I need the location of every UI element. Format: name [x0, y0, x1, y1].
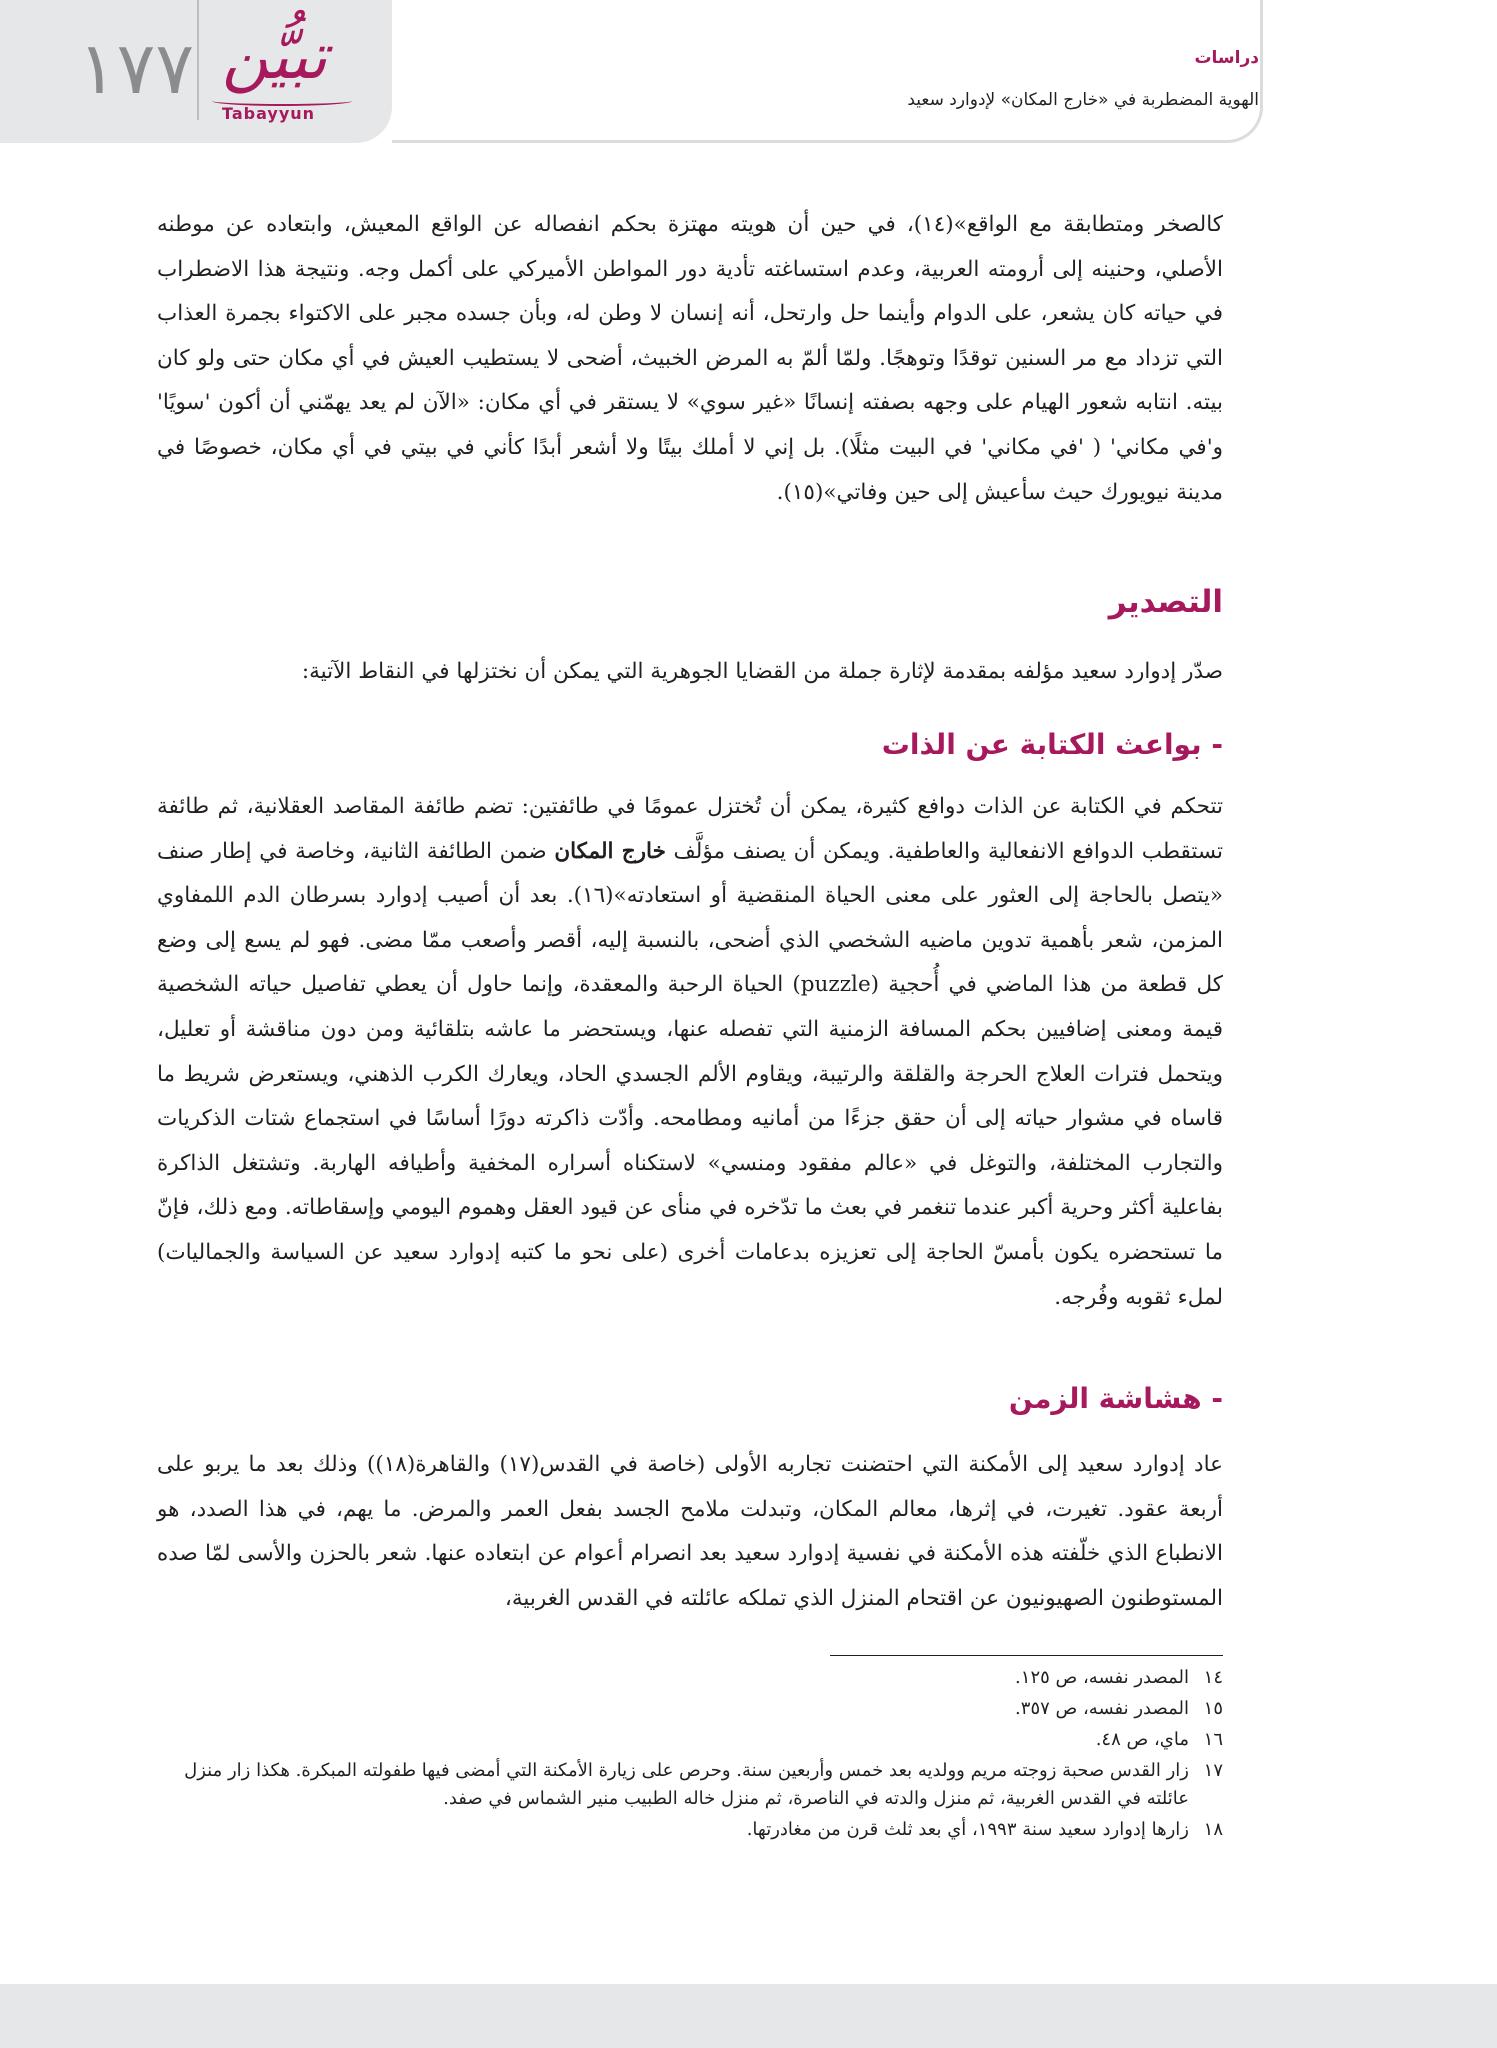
page-number: ١٧٧ [78, 26, 195, 110]
writing-motives-text-b: ضمن الطائفة الثانية، وخاصة في إطار صنف «يتصل بالحاجة إلى العثور على معنى الحياة المنقضية أو استعادته»(١٦). بعد أن أصيب إدوارد بسرطان الدم اللمفاوي المزمن، شعر بأهمية تدوين ماضيه الشخصي الذي أضحى، بالنسبة إليه، أقصر وأصعب ممّا مضى. فهو لم يسع إلى وضع كل قطعة من هذا الماضي في أُحجية (puzzle) الحياة الرحبة والمعقدة، وإنما حاول أن يعطي تفاصيل حياته الشخصية قيمة ومعنى إضافيين بحكم المسافة الزمنية التي تفصله عنها، ويستحضر ما عاشه بتلقائية ومن دون مناقشة أو تعليل، ويتحمل فترات العلاج الحرجة والقلقة والرتيبة، ويقاوم الألم الجسدي الحاد، ويعارك الكرب الذهني، ويستعرض شريط ما قاساه في مشوار حياته إلى أن حقق جزءًا من أمانيه ومطامحه. وأدّت ذاكرته دورًا أساسًا في استجماع شتات الذكريات والتجارب المختلفة، والتوغل في «عالم مفقود ومنسي» لاستكناه أسراره المخفية وأطيافه الهاربة. وتشتغل الذاكرة بفاعلية أكثر وحرية أكبر عندما تنغمر في بعث ما تدّخره في منأى عن قيود العقل وهموم اليومي وإسقاطاته. ومع ذلك، فإنّ ما تستحضره يكون بأمسّ الحاجة إلى تعزيزه بدعامات أخرى (على نحو ما كتبه إدوارد سعيد عن السياسة والجماليات) لملء ثقوبه وفُرجه. [157, 838, 1224, 1310]
footnote-number: ١٧ [1203, 1760, 1223, 1781]
subheading-writing-motives: - بواعث الكتابة عن الذات [881, 728, 1223, 761]
footnote-separator [830, 1655, 1223, 1656]
intro-block [157, 203, 1223, 515]
footnote [157, 1726, 1223, 1754]
footnote [157, 1816, 1223, 1844]
footnote [157, 1695, 1223, 1723]
footnote [157, 1757, 1223, 1813]
footnote-number: ١٥ [1203, 1698, 1223, 1719]
footnotes [157, 1664, 1223, 1847]
writing-motives-text-a: تتحكم في الكتابة عن الذات دوافع كثيرة، يمكن أن تُختزل عمومًا في طائفتين: تضم طائفة المقاصد العقلانية، ثم طائفة تستقطب الدوافع الانفعالية والعاطفية. ويمكن أن يصنف مؤلَّف [157, 794, 1223, 864]
heading-main: التصدير [1108, 584, 1223, 620]
footnote-number: ١٨ [1203, 1819, 1223, 1840]
writing-motives-block [157, 785, 1223, 1320]
intro-statement: صدّر إدوارد سعيد مؤلفه بمقدمة لإثارة جملة من القضايا الجوهرية التي يمكن أن نختزلها في النقاط الآتية: [301, 659, 1223, 684]
footnote [157, 1664, 1223, 1692]
intro-statement-block [157, 650, 1223, 695]
footnote-number: ١٤ [1203, 1667, 1223, 1688]
footnote-text: زار القدس صحبة زوجته مريم وولديه بعد خمس وأربعين سنة. وحرص على زيارة الأمكنة التي أمضى فيها طفولته المبكرة. هكذا زار منزل عائلته في القدس الغربية، ثم منزل والدته في الناصرة، ثم منزل خاله الطبيب منير الشماس في صفد. [184, 1760, 1189, 1809]
logo-latin: Tabayyun [222, 104, 316, 123]
footnote-text: ماي، ص ٤٨. [1095, 1729, 1189, 1750]
footnote-text: المصدر نفسه، ص ٣٥٧. [1015, 1698, 1189, 1719]
logo-arabic: تبيُّن [222, 20, 328, 94]
writing-motives-paragraph [157, 785, 1223, 1320]
intro-paragraph: كالصخر ومتطابقة مع الواقع»(١٤)، في حين أن هويته مهتزة بحكم انفصاله عن الواقع المعيش، وابتعاده عن موطنه الأصلي، وحنينه إلى أرومته العربية، وعدم استساغته تأدية دور المواطن الأميركي على أكمل وجه. ونتيجة هذا الاضطراب في حياته كان يشعر، على الدوام وأينما حل وارتحل، أنه إنسان لا وطن له، وبأن جسده مجبر على الاكتواء بجمرة العذاب التي تزداد مع مر السنين توقدًا وتوهجًا. ولمّا ألمّ به المرض الخبيث، أضحى لا يستطيب العيش في أي مكان حتى ولو كان بيته. انتابه شعور الهيام على وجهه بصفته إنسانًا «غير سوي» لا يستقر في أي مكان: «الآن لم يعد يهمّني أن أكون 'سويًا' و'في مكاني' ( 'في مكاني' في البيت مثلًا). بل إني لا أملك بيتًا ولا أشعر أبدًا كأني في بيتي في أي مكان، خصوصًا في مدينة نيويورك حيث سأعيش إلى حين وفاتي»(١٥). [157, 212, 1223, 505]
footnote-number: ١٦ [1203, 1729, 1223, 1750]
header-divider [197, 0, 199, 120]
running-header [392, 0, 1263, 143]
header-logo-panel [0, 0, 392, 143]
fragility-block [157, 1443, 1223, 1621]
footer-band [0, 1984, 1497, 2048]
footnote-text: المصدر نفسه، ص ١٢٥. [1015, 1667, 1189, 1688]
subheading-fragility-of-time: - هشاشة الزمن [1008, 1382, 1223, 1415]
fragility-paragraph: عاد إدوارد سعيد إلى الأمكنة التي احتضنت تجاربه الأولى (خاصة في القدس(١٧) والقاهرة(١٨)) وذلك بعد ما يربو على أربعة عقود. تغيرت، في إثرها، معالم المكان، وتبدلت ملامح الجسد بفعل العمر والمرض. ما يهم، في هذا الصدد، هو الانطباع الذي خلّفته هذه الأمكنة في نفسية إدوارد سعيد بعد انصرام أعوام عن ابتعاده عنها. شعر بالحزن والأسى لمّا صده المستوطنون الصهيونيون عن اقتحام المنزل الذي تملكه عائلته في القدس الغربية، [157, 1452, 1223, 1611]
book-title-bold: خارج المكان [554, 838, 666, 864]
footnote-text: زارها إدوارد سعيد سنة ١٩٩٣، أي بعد ثلث قرن من مغادرتها. [746, 1819, 1189, 1840]
running-article-title: الهوية المضطربة في «خارج المكان» لإدوارد سعيد [907, 90, 1259, 110]
section-label: دراسات [1194, 48, 1259, 68]
